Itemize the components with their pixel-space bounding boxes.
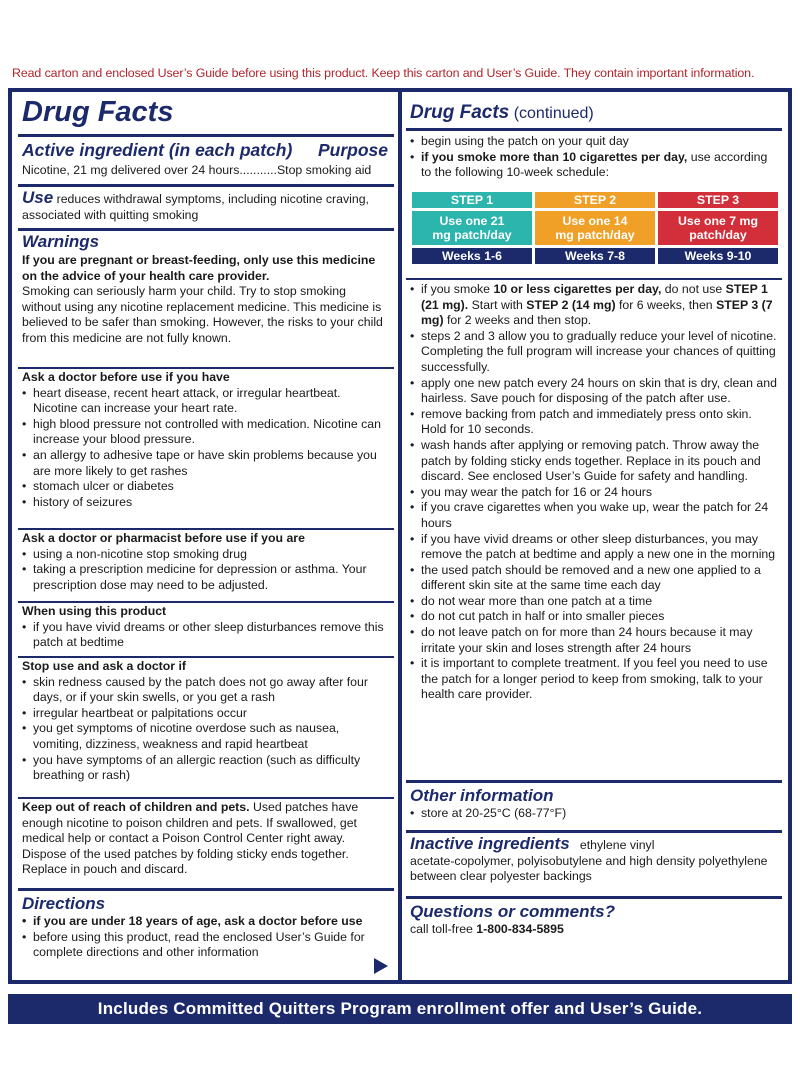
intro-bold: if you smoke more than 10 cigarettes per day, bbox=[421, 149, 688, 164]
step3-ref: STEP 3 (7 mg) bbox=[421, 297, 773, 328]
column-divider bbox=[398, 92, 402, 980]
right-title-rule bbox=[406, 128, 782, 131]
list-item: • taking a prescription medicine for depression or asthma. Your prescription dose may need to be adjusted. bbox=[22, 562, 388, 593]
intro-rest: use according to the following 10-week schedule: bbox=[421, 149, 768, 180]
keep-out-text: Used patches have enough nicotine to poison children and pets. If swallowed, get medical help or contact a Poison Control Center right away. Dispose of the used patches by folding sticky ends together. Replace in pouch and discard. bbox=[22, 800, 359, 877]
questions-section bbox=[410, 902, 780, 938]
directions-continued bbox=[410, 282, 780, 703]
list-item: • stomach ulcer or diabetes bbox=[22, 479, 388, 495]
ask-doctor-section bbox=[22, 370, 388, 510]
inactive-text-1: ethylene vinyl bbox=[579, 838, 655, 852]
ask-pharmacist-section bbox=[22, 531, 388, 593]
directions-section bbox=[22, 894, 388, 961]
list-item: • if you crave cigarettes when you wake up, wear the patch for 24 hours bbox=[410, 500, 780, 531]
step-1-label: STEP 1 bbox=[412, 192, 532, 208]
list-item: • steps 2 and 3 allow you to gradually reduce your level of nicotine. Completing the full program will increase your chances of quitting successfully. bbox=[410, 329, 780, 376]
weeks-1-label: Weeks 1-6 bbox=[412, 248, 532, 264]
use-heading: Use bbox=[22, 188, 54, 207]
list-item: • high blood pressure not controlled with medication. Nicotine can increase your blood pressure. bbox=[22, 417, 388, 448]
top-notice: Read carton and enclosed User’s Guide before using this product. Keep this carton and User’s Guide. They contain important information. bbox=[12, 66, 755, 80]
program-offer-banner: Includes Committed Quitters Program enrollment offer and User’s Guide. bbox=[8, 994, 792, 1024]
low-smoke-text: do not use bbox=[664, 282, 723, 296]
list-item: • using a non-nicotine stop smoking drug bbox=[22, 547, 388, 563]
active-ingredient-heading: Active ingredient (in each patch) bbox=[22, 140, 293, 160]
use-text-1: reduces withdrawal symptoms, including nicotine craving, bbox=[56, 192, 369, 206]
rule-ask-doctor bbox=[18, 528, 394, 530]
active-ingredient-line: Nicotine, 21 mg delivered over 24 hours...........Stop smoking aid bbox=[22, 163, 372, 177]
step1-ref: STEP 1 (21 mg). bbox=[421, 282, 768, 312]
other-info-section bbox=[410, 786, 780, 822]
rule-other-info bbox=[406, 830, 782, 833]
low-smoke-text: for 2 weeks and then stop. bbox=[446, 313, 592, 328]
list-item: • do not leave patch on for more than 24 hours because it may irritate your skin and loses strength after 24 hours bbox=[410, 625, 780, 656]
ask-doctor-heading: Ask a doctor before use if you have bbox=[22, 370, 230, 384]
directions-heading: Directions bbox=[22, 894, 106, 913]
use-text-2: associated with quitting smoking bbox=[22, 207, 199, 222]
list-item: • skin redness caused by the patch does not go away after four days, or if your skin swells, or you get a rash bbox=[22, 675, 388, 706]
list-item: • if you are under 18 years of age, ask a doctor before use bbox=[22, 914, 388, 930]
list-item: • the used patch should be removed and a new one applied to a different skin site at the same time each day bbox=[410, 563, 780, 594]
purpose-heading: Purpose bbox=[317, 140, 388, 160]
rule-schedule bbox=[406, 278, 782, 280]
when-using-heading: When using this product bbox=[22, 604, 167, 618]
step-3-dose: Use one 7 mg patch/day bbox=[658, 211, 778, 245]
list-item: • history of seizures bbox=[22, 495, 388, 511]
list-item: • you may wear the patch for 16 or 24 hours bbox=[410, 485, 780, 501]
rule-inactive bbox=[406, 896, 782, 899]
pregnant-warning: If you are pregnant or breast-feeding, only use this medicine on the advice of your health care provider. bbox=[22, 253, 376, 283]
list-item: • wash hands after applying or removing patch. Throw away the patch by folding sticky ends together. Replace in its pouch and discard. See enclosed User’s Guide for safety and handling. bbox=[410, 438, 780, 485]
rule-warnings bbox=[18, 367, 394, 369]
low-smoke-text: if you smoke bbox=[421, 282, 491, 296]
list-item: • begin using the patch on your quit day bbox=[410, 134, 780, 150]
use-section bbox=[22, 190, 388, 223]
list-item: • heart disease, recent heart attack, or irregular heartbeat. Nicotine can increase your heart rate. bbox=[22, 386, 388, 417]
continued-label: (continued) bbox=[513, 105, 594, 122]
rule-directions bbox=[406, 780, 782, 783]
step-3-label: STEP 3 bbox=[658, 192, 778, 208]
active-ingredient-section bbox=[22, 140, 388, 179]
step2-ref: STEP 2 (14 mg) bbox=[526, 297, 616, 312]
drug-facts-title: Drug Facts bbox=[22, 96, 174, 128]
list-item: • irregular heartbeat or palpitations occur bbox=[22, 706, 388, 722]
intro-list bbox=[410, 134, 780, 181]
list-item: • store at 20-25°C (68-77°F) bbox=[410, 806, 780, 822]
list-item: • before using this product, read the enclosed User’s Guide for complete directions and other information bbox=[22, 930, 388, 961]
low-smoke-bold: 10 or less cigarettes per day, bbox=[493, 282, 662, 296]
rule-ask-pharmacist bbox=[18, 601, 394, 603]
list-item: • do not wear more than one patch at a time bbox=[410, 594, 780, 610]
pregnant-text: Smoking can seriously harm your child. Try to stop smoking without using any nicotine replacement medicine. This medicine is believed to be safer than smoking. However, the risks to your child from this medicine are not fully known. bbox=[22, 284, 383, 345]
continued-title bbox=[410, 102, 594, 124]
step-2-label: STEP 2 bbox=[535, 192, 655, 208]
rule-when-using bbox=[18, 656, 394, 658]
weeks-2-label: Weeks 7-8 bbox=[535, 248, 655, 264]
continue-arrow-icon bbox=[374, 958, 388, 974]
rule-stop-use bbox=[18, 797, 394, 799]
list-item: • if you have vivid dreams or other sleep disturbances, you may remove the patch at bedtime and apply a new one in the morning bbox=[410, 532, 780, 563]
keep-out-section bbox=[22, 800, 388, 878]
phone-number[interactable]: 1-800-834-5895 bbox=[476, 922, 564, 936]
warnings-section bbox=[22, 232, 388, 347]
list-item: • an allergy to adhesive tape or have skin problems because you are more likely to get rashes bbox=[22, 448, 388, 479]
step-2-dose: Use one 14 mg patch/day bbox=[535, 211, 655, 245]
warnings-heading: Warnings bbox=[22, 232, 100, 251]
list-item: • do not cut patch in half or into smaller pieces bbox=[410, 609, 780, 625]
schedule-table bbox=[412, 192, 778, 267]
low-smoke-text: Start with bbox=[471, 297, 523, 312]
list-item: • you get symptoms of nicotine overdose such as nausea, vomiting, dizziness, weakness and rapid heartbeat bbox=[22, 721, 388, 752]
other-info-heading: Other information bbox=[410, 786, 554, 805]
when-using-section bbox=[22, 604, 388, 651]
keep-out-warning: Keep out of reach of children and pets. bbox=[22, 800, 250, 814]
list-item: • apply one new patch every 24 hours on skin that is dry, clean and hairless. Save pouch for disposing of the patch after use. bbox=[410, 376, 780, 407]
weeks-3-label: Weeks 9-10 bbox=[658, 248, 778, 264]
rule-keep-out bbox=[18, 888, 394, 891]
inactive-heading: Inactive ingredients bbox=[410, 834, 570, 853]
list-item bbox=[410, 150, 780, 181]
inactive-section bbox=[410, 836, 780, 885]
drug-facts-panel bbox=[8, 88, 792, 984]
stop-use-heading: Stop use and ask a doctor if bbox=[22, 659, 186, 673]
rule-active bbox=[18, 184, 394, 187]
ask-pharmacist-heading: Ask a doctor or pharmacist before use if you are bbox=[22, 531, 305, 545]
list-item bbox=[410, 282, 780, 329]
stop-use-section bbox=[22, 659, 388, 784]
list-item: • remove backing from patch and immediately press onto skin. Hold for 10 seconds. bbox=[410, 407, 780, 438]
low-smoke-text: for 6 weeks, then bbox=[618, 297, 713, 312]
list-item: • it is important to complete treatment. If you feel you need to use the patch for a longer period to keep from smoking, talk to your health care provider. bbox=[410, 656, 780, 703]
list-item: • you have symptoms of an allergic reaction (such as difficulty breathing or rash) bbox=[22, 753, 388, 784]
inactive-text-2: acetate-copolymer, polyisobutylene and high density polyethylene between clear polyester backings bbox=[410, 853, 768, 884]
title-rule bbox=[18, 134, 394, 137]
questions-text: call toll-free bbox=[410, 922, 473, 936]
list-item: • if you have vivid dreams or other sleep disturbances remove this patch at bedtime bbox=[22, 620, 388, 651]
step-1-dose: Use one 21 mg patch/day bbox=[412, 211, 532, 245]
drug-facts-title-right: Drug Facts bbox=[410, 102, 510, 123]
rule-use bbox=[18, 228, 394, 231]
questions-heading: Questions or comments? bbox=[410, 902, 615, 921]
